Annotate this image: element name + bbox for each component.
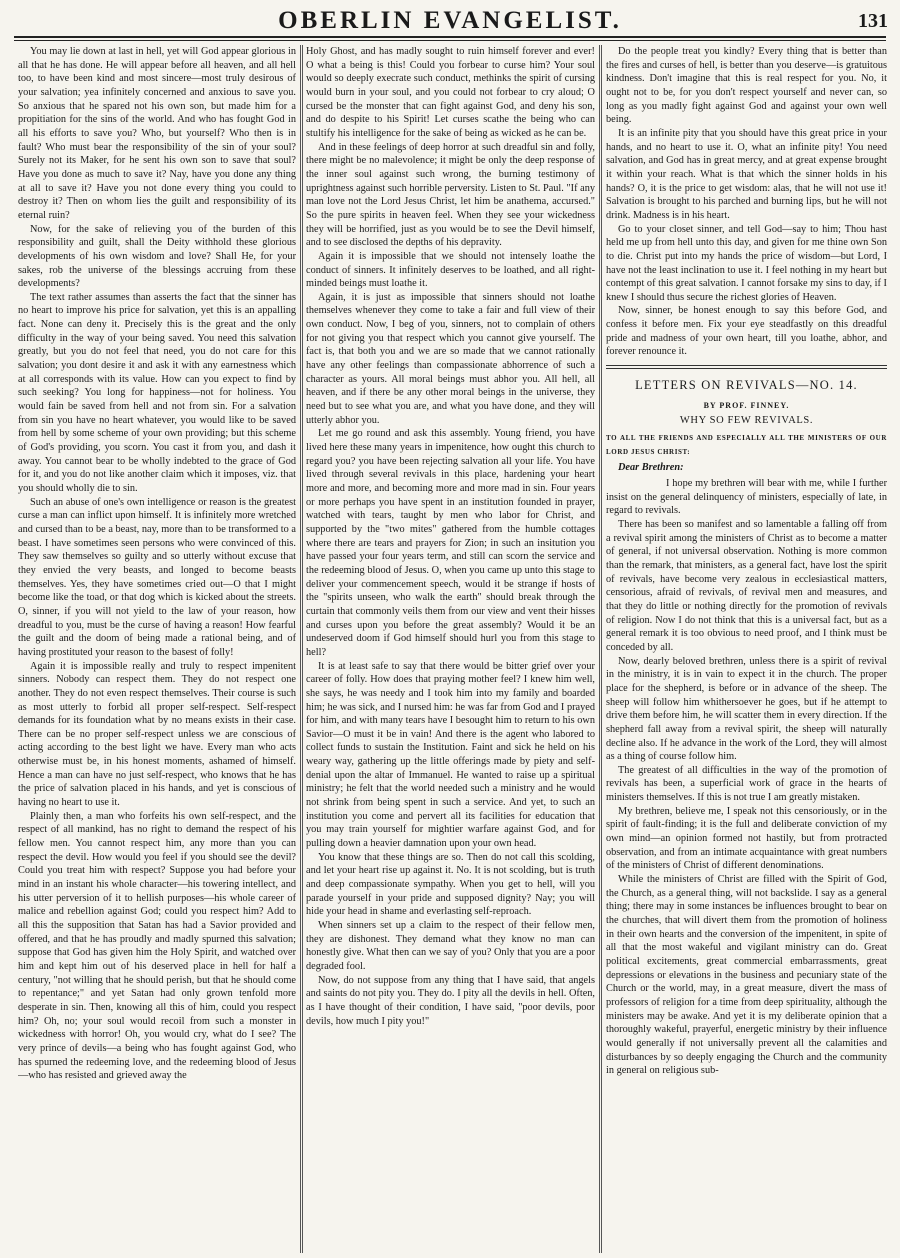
column-divider (302, 45, 303, 1253)
section-divider (606, 365, 887, 366)
paragraph: While the ministers of Christ are filled with the Spirit of God, the Church, as a general thing, will not backslide. I say as a general thing; there may in some instances be influences brought to bear on the churches, that will divert them from the promotion of holiness in their own hearts and the conversion of the impenitent, in spite of all that the most wakeful and vigilant ministry can do. Great political excitements, great commercial embarrassments, great depressions or elevations in the business and pecuniary state of the Church or the world, may, in a great measure, divert the mass of professors of religion for a time from deep spirituality, although the ministers may be awake. And yet it is my deliberate opinion that a thoroughly wakeful, prayerful, energetic ministry by their influence would generally if not universally prevent all the calamities and disturbances by so deeply engaging the Church and the community in general on religious sub- (606, 874, 887, 1077)
page-number: 131 (858, 10, 888, 32)
section-divider (606, 368, 887, 369)
paragraph: Do the people treat you kindly? Every thing that is better than the fires and curses of hell, is better than you deserve—is gratuitous kindness. Don't imagine that this is real respect for you. No, it ought not to be, for you don't respect yourself and never can, so long as you madly fight against God and against your own well being. (606, 46, 887, 126)
paragraph: And in these feelings of deep horror at such dreadful sin and folly, there might be no malevolence; it might be only the deep response of the inner soul against such wrong, the burning testimony of uprightness against such horrible perversity. Listen to St. Paul. "If any man love not the Lord Jesus Christ, let him be anathema, accursed." So the pure spirits in heaven feel. When they see your wickedness they will be horrified, just as you would be to see the Devil himself, and to see disclosed the depths of his depravity. (306, 141, 595, 249)
paragraph: It is at least safe to say that there would be bitter grief over your career of folly. How does that praying mother feel? I knew him well, she says, he was needy and I took him into my family and boarded him; he was sick, and I nursed him: he was far from God and I prayed for him, and with many tears have I besought him to return to his own Savior—O must it be in vain! And there is the agent who labored to collect funds to sustain the Institution. Faint and sick he held on his weary way, gathering up the little offerings made by piety and self-denial upon the altar of Immanuel. He wanted to raise up a spiritual ministry; he felt that the world needed such a ministry and he would not shrink from being spent in such a service. And yet, to such an institution you come and pervert all its facilities for education that you may train yourself for mightier warfare against God, and for pulling down a heavier damnation upon your own head. (306, 660, 595, 850)
paragraph: Again it is impossible that we should not intensely loathe the conduct of sinners. It infinitely deserves to be loathed, and all right-minded beings must loathe it. (306, 250, 595, 290)
paragraph: The text rather assumes than asserts the fact that the sinner has no heart to improve his price for salvation, yet this is an appalling fact. None can deny it. Precisely this is the great and the only difficulty in the way of your being saved. You need this salvation greatly, but you do not feel that need, you do not care for this salvation; you dont desire it and ask it with any earnestness which at all corresponds with its value. How can you expect to find by such seeking? You long for happiness—not for holiness. You would fain be saved from hell and not from sin. For a salvation from sin you have no heart whatever, you would like to be saved from hell by some scheme of your own providing; but this scheme of God's providing, you scorn. You cast it from you, and dash it away. You cannot bear to be wholly indebted to the grace of God for it, and you do not like another claim which it imposes, viz. that you should wholly die to sin. (18, 291, 296, 494)
paragraph: It is an infinite pity that you should have this great price in your hands, and no heart to use it. O, what an infinite pity! You need salvation, and God has in great mercy, and at great expense brought it within your reach. What is that which the sinner holds in his hands? O, it is the price to get wisdom: alas, that he will not use it! Salvation is brought to his parched and burning lips, but he will not drink. Madness is in his heart. (606, 127, 887, 221)
paragraph: You know that these things are so. Then do not call this scolding, and let your heart rise up against it. No. It is not scolding, but is truth and deep compassionate sympathy. When you get to hell, will you parade yourself in your pride and supposed dignity? Nay; you will hide your head in shame and everlasting self-reproach. (306, 851, 595, 918)
paragraph: The greatest of all difficulties in the way of the promotion of revivals has been, a superficial work of grace in the hearts of ministers themselves. If this is not true I am greatly mistaken. (606, 764, 887, 804)
paragraph: Again it is impossible really and truly to respect impenitent sinners. Nobody can respect them. They do not respect one another. They do not even respect themselves. Their course is such as most utterly to forbid all proper self-respect. Self-respect demands for its foundation what by no means exists in their case. There can be no proper self-respect unless we are conscious of acting according to the best light we have. Every man who acts otherwise must be, in his honest moments, ashamed of himself. Hence a man can have no just self-respect, who knows that he has the price of salvation placed in his hands, and yet is conscious of having no heart to use it. (18, 660, 296, 809)
header-rule (14, 36, 886, 38)
article-subtitle: WHY SO FEW REVIVALS. (679, 415, 814, 427)
article-byline: BY PROF. FINNEY. (703, 400, 790, 410)
paragraph: There has been so manifest and so lamentable a falling off from a revival spirit among the ministers of Christ as to become a matter of general, if not universal observation. Nothing is more common than the remark, that ministers, as a general fact, have lost the spirit of revivals, have become very zealous in ecclesiastical matters, censorious, afraid of revivals, of revival men and measures, and that they do little or nothing directly for the promotion of revivals of religion. Now I do not think that this is a universal fact, but as a general remark it is too obvious to need proof, and I think must be conceded by all. (606, 519, 887, 653)
column-2 (306, 45, 595, 1253)
article-address: TO ALL THE FRIENDS AND ESPECIALLY ALL THE MINISTERS OF OUR LORD JESUS CHRIST: (606, 434, 887, 456)
paragraph: You may lie down at last in hell, yet will God appear glorious in all that he has done. He will appear before all heaven, and all hell too, to have been kind and most sincere—most truly desirous of your salvation; yea infinitely concerned and anxious to save you. So anxious that he spared not his own son, but made him for a propitiation for the sins of the world. And who has fought God in all his efforts to save you? Who, but yourself? Who then is in fault? Who must bear the responsibility of the sin of your soul? Surely not its Maker, for he sent his own son to save that soul? Have you done as much to save it? Nay, have you done any thing at all to save it? Have you not done every thing you could to destroy it? Then on whom lies the guilt and responsibility of its eternal ruin? (18, 46, 296, 221)
paragraph: Plainly then, a man who forfeits his own self-respect, and the respect of all mankind, has no right to demand the respect of his fellow men. You cannot respect him, any more than you can respect the devil. How would you feel if you should see the devil? Could you treat him with respect? Suppose you had before your mind in an instant his whole character—his towering intellect, and his utter perversion of it to hellish purposes—his whole career of malice and rebellion against God; could you respect him? Add to all this the supposition that Satan has had a Savior provided and offered, and that he has proudly and madly spurned this salvation; suppose that God has given him the Holy Spirit, and watched over him and kept him out of his deserved place in hell for half a century, "not willing that he should perish, but that he should come to repentance;" and yet Satan had only grown tenfold more desperate in sin. Then, knowing all this of him, could you respect him? Oh, no; your soul would recoil from such a monster in wickedness with horror! Oh, you would cry, what do I see? The very prince of devils—a being who has fought against God, who has spurned the redeeming love, and the redeeming blood of Jesus—who has resisted and grieved away the (18, 810, 296, 1082)
column-1 (18, 45, 296, 1253)
paragraph: I hope my brethren will bear with me, while I further insist on the general delinquency of ministers, especially of late, in regard to revivals. (606, 478, 887, 517)
paragraph: My brethren, believe me, I speak not this censoriously, or in the spirit of fault-finding; it is the full and deliberate conviction of my own mind—an opinion formed not hastily, but from protracted observation, and from an intimate acquaintance with great numbers of the ministers of Christ of different denominations. (606, 805, 887, 872)
salutation: Dear Brethren: (618, 462, 684, 474)
paragraph: When sinners set up a claim to the respect of their fellow men, they are dishonest. They demand what they know no man can honestly give. What then can we say of you? Only that you are a poor degraded fool. (306, 920, 595, 972)
paragraph: Now, dearly beloved brethren, unless there is a spirit of revival in the ministry, it is in vain to expect it in the church. The proper place for the shepherd, is before or in advance of the sheep. The sheep will follow him whithersoever he goes, but if he attempt to drive them before him, he will scatter them in every direction. If the shepherd fall away from a revival spirit, the sheep will naturally decline also. If he advance in the work of the Lord, they will almost as a thing of course follow him. (606, 655, 887, 763)
paragraph: Now, for the sake of relieving you of the burden of this responsibility and guilt, shall the Deity withhold these glorious developments of his own wisdom and love? Shall He, for your sakes, rob the universe of the blessings accruing from these developments? (18, 223, 296, 290)
article-heading: LETTERS ON REVIVALS—NO. 14. (635, 378, 858, 393)
paragraph: Now, do not suppose from any thing that I have said, that angels and saints do not pity you. They do. I pity all the devils in hell. Often, as I have thought of their condition, I have said, "poor devils, poor devils, how much I pity you!" (306, 974, 595, 1027)
header-rule-thin (14, 40, 886, 41)
paragraph: Such an abuse of one's own intelligence or reason is the greatest curse a man can inflict upon himself. It is infinitely more wretched and cursed than to be a beast, nay, more than to be transformed to a beast. I have sometimes seen persons who were convinced of this. They saw themselves so guilty and so utterly without excuse that they envied the very beasts, and longed to become beasts themselves. Yes, they have sometimes cried out—O that I might become like the toad, or that dog which is kicked about the streets. O, sinner, if you will not yield to the law of your reason, how dreadful to you, must be the curse of having a reason! How fearful the guilt and the doom of being made a rational being, and of having prostituted your reason to the basest of folly! (18, 496, 296, 658)
paragraph: Now, sinner, be honest enough to say this before God, and confess it before men. Fix your eye steadfastly on this dreadful pride and madness of your own heart, till you loathe, abhor, and forever renounce it. (606, 305, 887, 358)
column-3 (606, 45, 887, 1253)
masthead (8, 6, 892, 36)
newspaper-title: OBERLIN EVANGELIST. (278, 7, 622, 34)
column-divider (601, 45, 602, 1253)
paragraph: Let me go round and ask this assembly. Young friend, you have lived here these many years in impenitence, how ought this church to regard you? you have been rejecting salvation all your life. You have lived through several revivals in this place, hardening your heart more and more, and becoming more and more mad in sin. Four years or more perhaps you have spent in an institution founded in prayer, watched with tears, taught by men who labor for Christ, and supported by the "two mites" gathered from the humble cottages where there are tears and prayers for Zion; in such an insitution you have passed your four years term, and still can scorn the service and the redeeming blood of Jesus. O, when you came up unto this stage to deliver your commencement speech, would it be strange if hosts of the "spirits unseen, who walk the earth" should break through the curtain that commonly veils them from our view and vent their hisses and curses upon you before the great assembly? Would it be an undeserved doom if God himself should hurl you from this stage to hell? (306, 428, 595, 658)
paragraph: Holy Ghost, and has madly sought to ruin himself forever and ever! O what a being is this! Could you forbear to curse him? Your soul would so deeply execrate such conduct, methinks the spirit of cursing would burn in your soul, and you could not forbear to cry aloud; O cursed be the monster that can fight against God, and deny his son, and do despite to his Spirit! Let curses scathe the being who can stultify his intelligence for the sake of being as wicked as he can be. (306, 46, 595, 139)
paragraph: Go to your closet sinner, and tell God—say to him; Thou hast held me up from hell unto this day, and given for me thine own Son to die. Christ put into my hands the price of wisdom—but Lord, I have not the least inclination to use it. I feel nothing in my heart but contempt of this great salvation. I cannot forsake my sins to day, if I knew I should thus secure the richest glories of Heaven. (606, 223, 887, 303)
paragraph: Again, it is just as impossible that sinners should not loathe themselves whenever they come to take a fair and full view of their own conduct. Now, I beg of you, sinners, not to complain of others for not giving you that respect which you cannot give yourself. The fact is, that both you and we are so made that we cannot rationally have any other feelings than compassionate abhorrence of such a character as yours. All moral beings must abhor you. All hell, all heaven, and if there be any other moral beings in the universe, they need but to see what you are, and what you have done, and they will utterly abhor you. (306, 291, 595, 426)
